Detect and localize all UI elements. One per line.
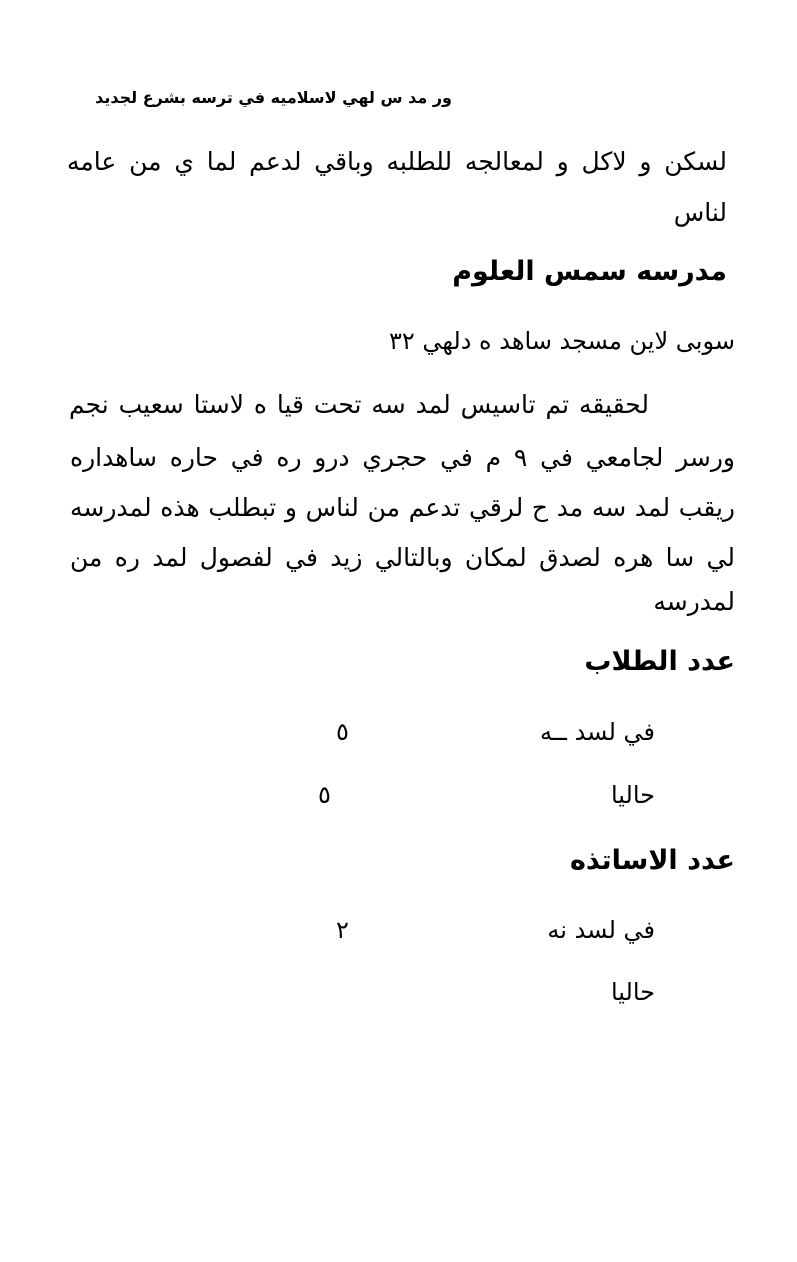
teachers-row-value: ٢ [336, 916, 349, 944]
paragraph-line: لسكن و لاكل و لمعالجه للطلبه وباقي لدعم لما ي من عامه [67, 147, 727, 176]
students-row-label: حاليا [610, 781, 655, 809]
students-row-value: ٥ [318, 781, 331, 809]
teachers-row-label: في لسد نه [547, 916, 655, 944]
students-row-value: ٥ [336, 718, 349, 746]
paragraph-line: لناس [673, 198, 727, 227]
paragraph-line: ريقب لمد سه مد ح لرقي تدعم من لناس و تبطلب هذه لمدرسه [70, 493, 735, 522]
school-title: مدرسه سمس العلوم [452, 256, 727, 287]
paragraph-line: لمدرسه [653, 587, 735, 616]
students-row-label: في لسد ــه [540, 718, 655, 746]
school-address: سوبى لاين مسجد ساهد ه دلهي ٣٢ [388, 327, 735, 355]
students-heading: عدد الطلاب [584, 646, 735, 677]
paragraph-line: لي سا هره لصدق لمكان وبالتالي زيد في لفصول لمد ره من [70, 543, 735, 572]
page-header: ور مد س لهي لاسلاميه في ترسه بشرع لجديد [95, 88, 452, 107]
teachers-heading: عدد الاساتذه [569, 845, 735, 876]
paragraph-line: لحقيقه تم تاسيس لمد سه تحت قيا ه لاستا سعيب نجم [69, 390, 649, 419]
teachers-row-label: حاليا [610, 978, 655, 1006]
paragraph-line: ورسر لجامعي في ٩ م في حجري درو ره في حاره ساهداره [70, 443, 735, 472]
